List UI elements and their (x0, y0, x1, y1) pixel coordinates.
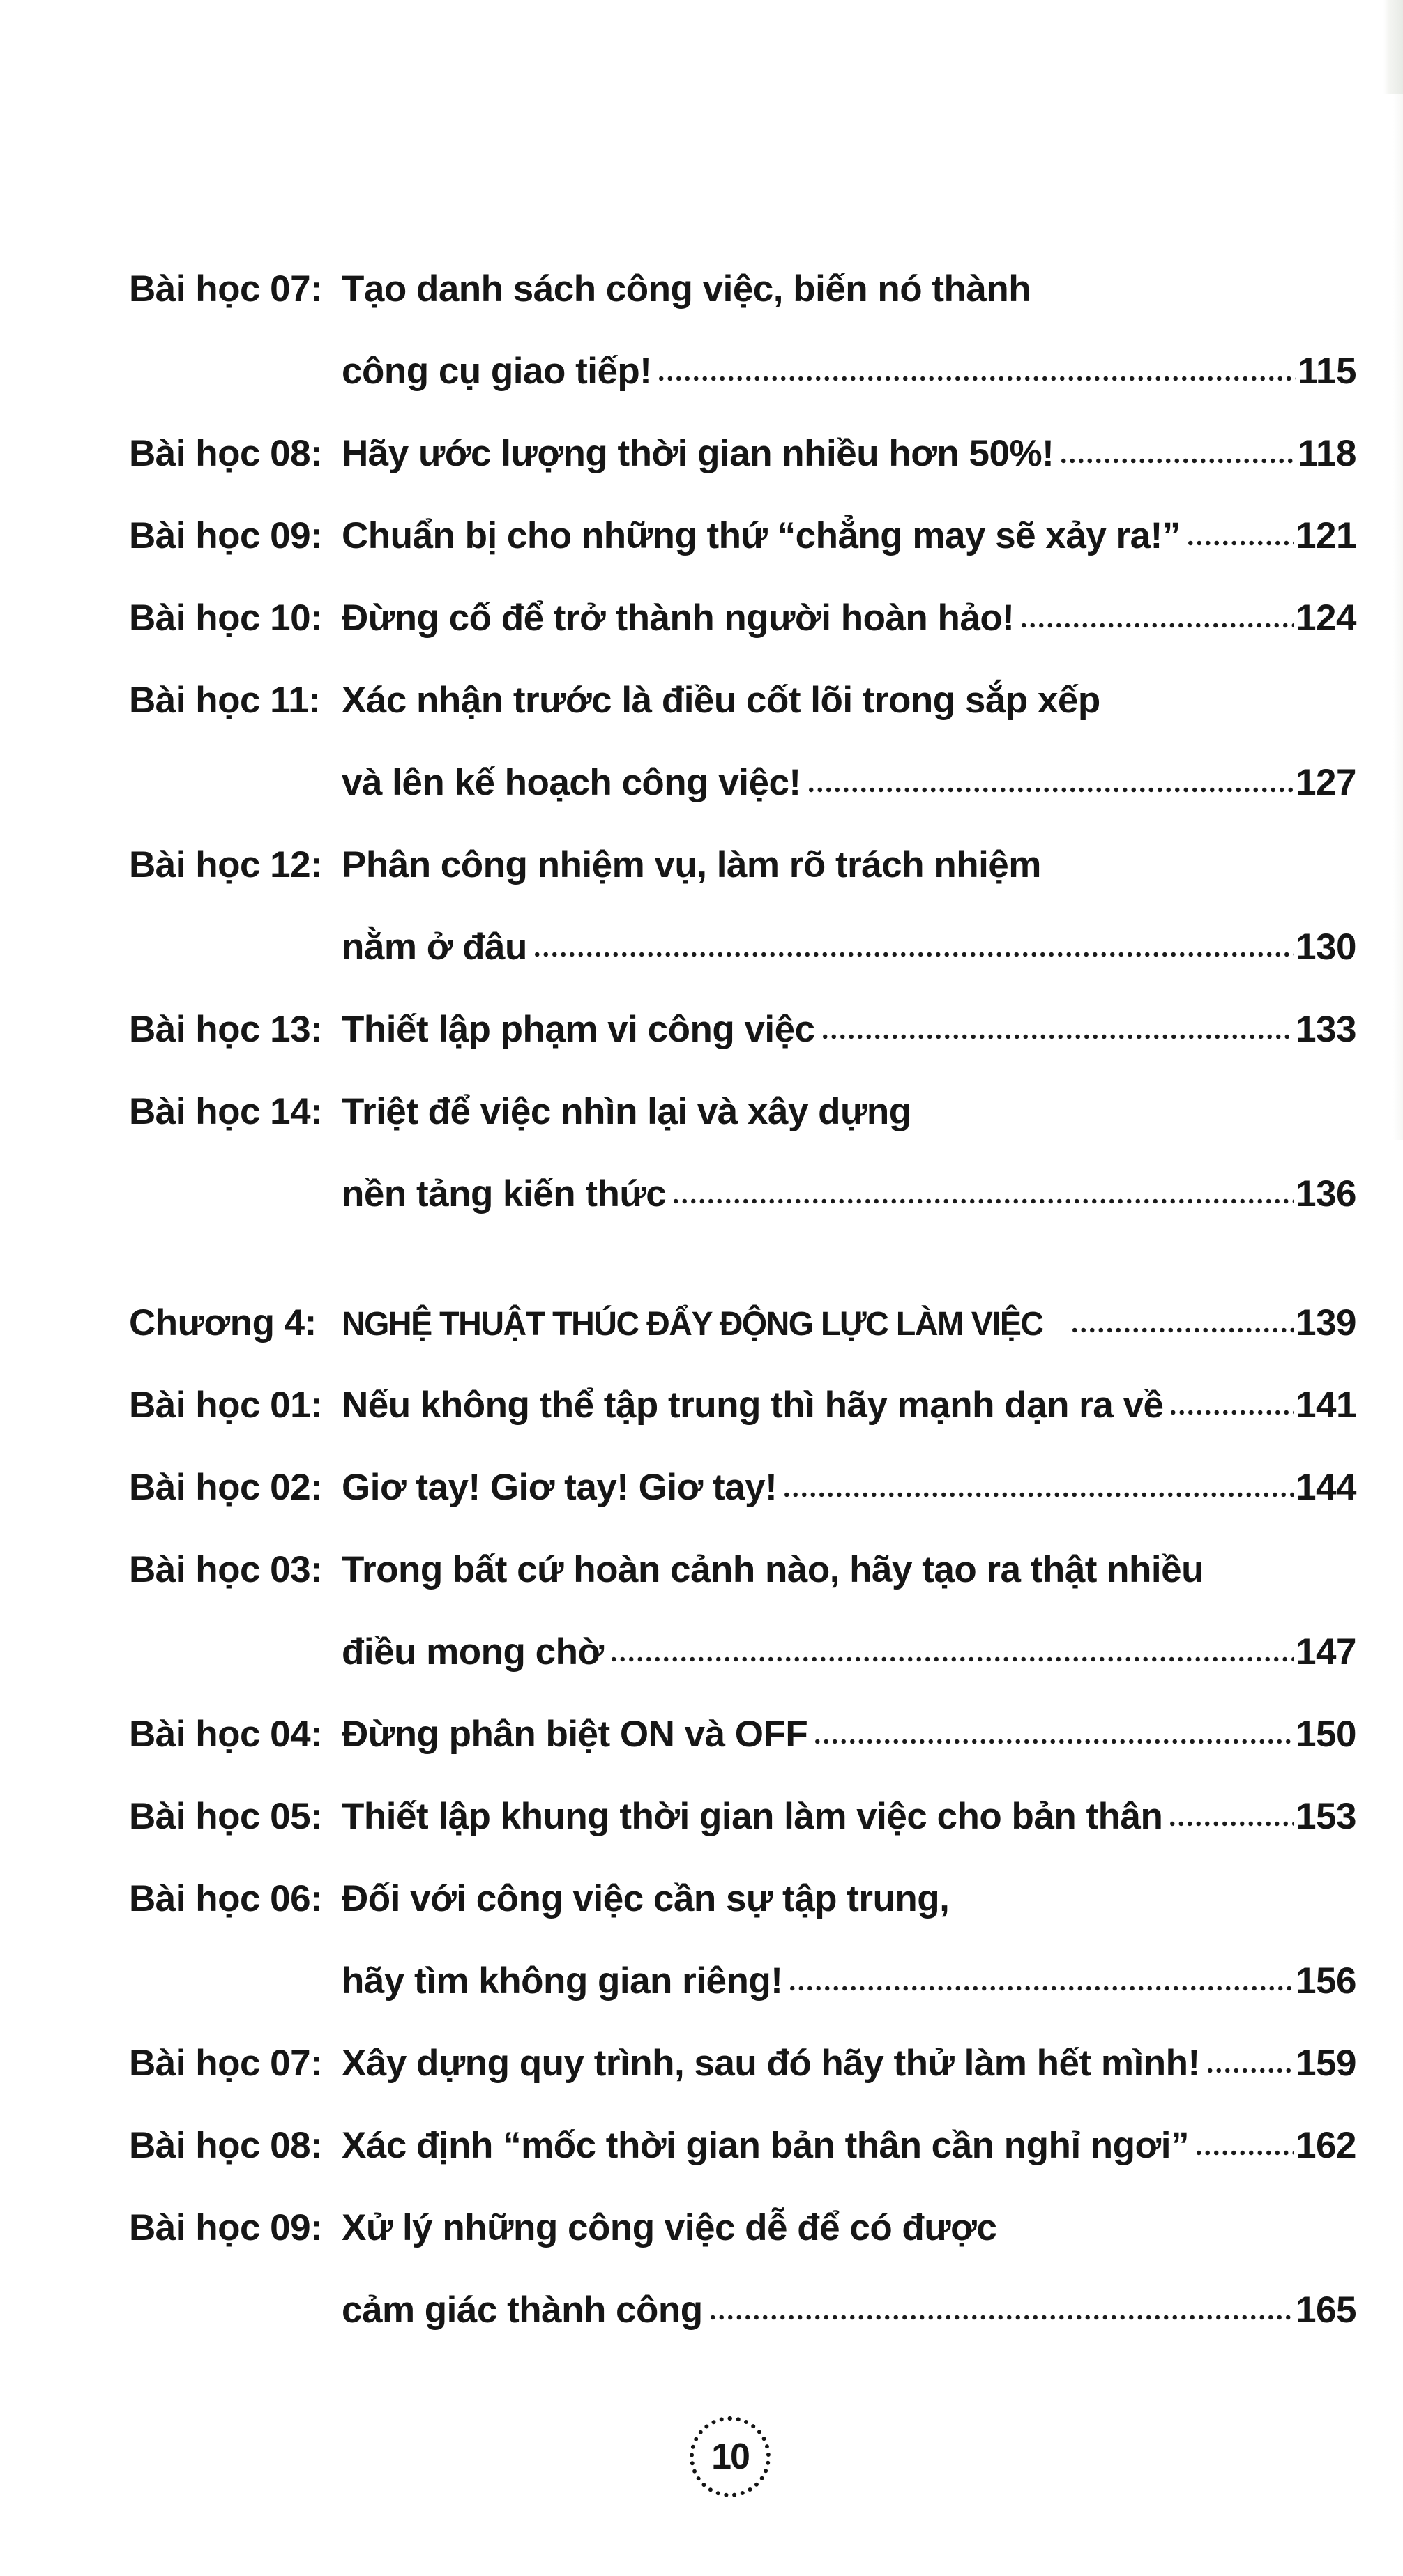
toc-entry-line (342, 1153, 1356, 1235)
toc-entry-page: 165 (1296, 2289, 1356, 2331)
toc-entry-line (342, 1776, 1356, 1858)
toc-list (129, 248, 1356, 2352)
toc-entry-line (342, 248, 1356, 330)
toc-entry-line (342, 1693, 1356, 1776)
toc-entry-page: 133 (1296, 1009, 1356, 1050)
toc-entry-line (342, 1611, 1356, 1693)
dot-leader (821, 1030, 1294, 1042)
toc-entry-title: Nếu không thể tập trung thì hãy mạnh dạn ra về (342, 1385, 1164, 1426)
toc-entry-line (342, 2187, 1356, 2269)
toc-entry-body (342, 1364, 1356, 1447)
toc-entry-title: Xác định “mốc thời gian bản thân cần nghỉ ngơi” (342, 2125, 1189, 2166)
toc-entry-title: Xác nhận trước là điều cốt lõi trong sắp xếp (342, 680, 1100, 721)
toc-entry (129, 660, 1356, 824)
toc-entry (129, 1776, 1356, 1858)
toc-entry-title: Giơ tay! Giơ tay! Giơ tay! (342, 1467, 778, 1508)
toc-entry-title: Trong bất cứ hoàn cảnh nào, hãy tạo ra thật nhiều (342, 1549, 1204, 1590)
dot-leader (1206, 2064, 1294, 2075)
dot-leader (1059, 455, 1296, 466)
dot-leader (1169, 1406, 1294, 1417)
toc-entry-label: Bài học 11: (129, 680, 321, 721)
toc-entry-title: Triệt để việc nhìn lại và xây dựng (342, 1091, 911, 1132)
toc-entry-title: Hãy ước lượng thời gian nhiều hơn 50%! (342, 433, 1054, 474)
toc-entry-body (342, 2022, 1356, 2105)
toc-entry (129, 989, 1356, 1071)
toc-entry-line (342, 824, 1356, 906)
toc-entry-title: Chuẩn bị cho những thứ “chẳng may sẽ xảy ra!” (342, 515, 1181, 556)
toc-entry (129, 495, 1356, 577)
toc-entry-page: 139 (1296, 1302, 1356, 1343)
toc-entry-label: Bài học 06: (129, 1878, 323, 1919)
toc-entry-label: Chương 4: (129, 1302, 317, 1343)
toc-entry-label: Bài học 01: (129, 1385, 323, 1426)
dot-leader (807, 784, 1294, 795)
toc-entry-label: Bài học 10: (129, 597, 323, 639)
toc-entry-line (342, 1940, 1356, 2022)
page-number-badge (690, 2416, 771, 2497)
toc-entry-body (342, 660, 1356, 824)
dot-leader (788, 1982, 1294, 1993)
toc-entry (129, 577, 1356, 660)
toc-entry (129, 1364, 1356, 1447)
toc-entry-title: và lên kế hoạch công việc! (342, 762, 801, 803)
toc-entry (129, 1858, 1356, 2022)
toc-entry (129, 1529, 1356, 1693)
toc-entry-label: Bài học 12: (129, 844, 323, 885)
toc-entry-label: Bài học 08: (129, 2125, 323, 2166)
toc-entry-title: nền tảng kiến thức (342, 1173, 667, 1214)
toc-entry-title: cảm giác thành công (342, 2289, 703, 2331)
toc-entry-label: Bài học 09: (129, 515, 323, 556)
toc-entry-line (342, 330, 1356, 413)
toc-entry-title: điều mong chờ (342, 1631, 604, 1672)
toc-entry (129, 1693, 1356, 1776)
toc-entry (129, 1282, 1356, 1364)
toc-entry-label: Bài học 08: (129, 433, 323, 474)
dot-leader (1186, 537, 1294, 548)
toc-entry (129, 2105, 1356, 2187)
toc-entry-label: Bài học 07: (129, 268, 323, 310)
toc-entry-label: Bài học 07: (129, 2043, 323, 2084)
toc-entry-body (342, 1776, 1356, 1858)
toc-entry (129, 2022, 1356, 2105)
toc-entry (129, 1071, 1356, 1235)
toc-entry-body (342, 989, 1356, 1071)
toc-entry (129, 2187, 1356, 2352)
toc-entry-page: 156 (1296, 1960, 1356, 2002)
toc-entry (129, 413, 1356, 495)
toc-entry-body (342, 1529, 1356, 1693)
toc-entry-body (342, 248, 1356, 413)
toc-entry-body (342, 2105, 1356, 2187)
toc-entry-page: 162 (1296, 2125, 1356, 2166)
toc-entry-label: Bài học 03: (129, 1549, 323, 1590)
toc-entry-title: công cụ giao tiếp! (342, 351, 652, 392)
toc-entry-body (342, 577, 1356, 660)
toc-entry-line (342, 413, 1356, 495)
toc-entry-body (342, 1071, 1356, 1235)
dot-leader (1195, 2147, 1294, 2158)
toc-entry-page: 121 (1296, 515, 1356, 556)
toc-entry-page: 147 (1296, 1631, 1356, 1672)
toc-entry-line (342, 1858, 1356, 1940)
toc-entry-line (342, 1282, 1356, 1364)
toc-entry-line (342, 1447, 1356, 1529)
toc-entry-page: 115 (1297, 351, 1356, 392)
scan-artifact-top-right (1383, 0, 1403, 94)
page-number: 10 (711, 2437, 749, 2477)
dot-leader (672, 1195, 1294, 1206)
dot-leader (1070, 1324, 1294, 1335)
toc-entry-label: Bài học 05: (129, 1796, 323, 1837)
toc-entry-body (342, 1858, 1356, 2022)
toc-entry-title: Đừng phân biệt ON và OFF (342, 1714, 808, 1755)
toc-entry-body (342, 495, 1356, 577)
toc-entry-line (342, 989, 1356, 1071)
toc-entry-body (342, 824, 1356, 989)
toc-entry-title: Thiết lập khung thời gian làm việc cho bản thân (342, 1796, 1163, 1837)
toc-entry-line (342, 906, 1356, 989)
toc-entry-page: 150 (1296, 1714, 1356, 1755)
toc-entry-line (342, 495, 1356, 577)
scan-artifact-right-edge (1393, 94, 1403, 1140)
toc-entry-title: nằm ở đâu (342, 927, 527, 968)
toc-entry-line (342, 2022, 1356, 2105)
toc-entry-title: Phân công nhiệm vụ, làm rõ trách nhiệm (342, 844, 1041, 885)
toc-entry-page: 118 (1297, 433, 1356, 474)
toc-entry-line (342, 1529, 1356, 1611)
toc-entry-label: Bài học 02: (129, 1467, 323, 1508)
dot-leader (782, 1488, 1294, 1500)
dot-leader (813, 1735, 1294, 1746)
toc-entry-label: Bài học 13: (129, 1009, 323, 1050)
toc-entry-title: Đối với công việc cần sự tập trung, (342, 1878, 950, 1919)
toc-entry-title: NGHỆ THUẬT THÚC ĐẨY ĐỘNG LỰC LÀM VIỆC (342, 1306, 1043, 1343)
toc-entry-page: 144 (1296, 1467, 1356, 1508)
toc-entry-title: Tạo danh sách công việc, biến nó thành (342, 268, 1031, 310)
toc-entry-body (342, 1447, 1356, 1529)
toc-entry-line (342, 2105, 1356, 2187)
toc-entry-page: 141 (1296, 1385, 1356, 1426)
toc-entry-page: 130 (1296, 927, 1356, 968)
toc-entry-line (342, 1071, 1356, 1153)
toc-entry-body (342, 1282, 1356, 1364)
toc-entry-title: Đừng cố để trở thành người hoàn hảo! (342, 597, 1015, 639)
dot-leader (533, 948, 1294, 959)
toc-entry-page: 159 (1296, 2043, 1356, 2084)
toc-entry-line (342, 1364, 1356, 1447)
toc-entry-title: hãy tìm không gian riêng! (342, 1960, 783, 2002)
toc-entry-body (342, 2187, 1356, 2352)
toc-entry-label: Bài học 04: (129, 1714, 323, 1755)
dot-leader (1168, 1817, 1294, 1829)
dot-leader (708, 2311, 1294, 2322)
toc-entry-line (342, 660, 1356, 742)
toc-entry (129, 824, 1356, 989)
toc-entry-title: Thiết lập phạm vi công việc (342, 1009, 815, 1050)
toc-entry (129, 1447, 1356, 1529)
toc-entry-page: 124 (1296, 597, 1356, 639)
toc-entry-page: 153 (1296, 1796, 1356, 1837)
dot-leader (657, 372, 1296, 383)
toc-entry-title: Xây dựng quy trình, sau đó hãy thử làm hết mình! (342, 2043, 1200, 2084)
toc-entry-page: 136 (1296, 1173, 1356, 1214)
toc-entry (129, 248, 1356, 413)
toc-entry-label: Bài học 09: (129, 2207, 323, 2248)
toc-entry-body (342, 413, 1356, 495)
toc-entry-body (342, 1693, 1356, 1776)
dot-leader (1019, 619, 1294, 630)
toc-entry-label: Bài học 14: (129, 1091, 323, 1132)
toc-entry-line (342, 2269, 1356, 2352)
dot-leader (609, 1653, 1294, 1664)
toc-entry-line (342, 577, 1356, 660)
toc-entry-title: Xử lý những công việc dễ để có được (342, 2207, 997, 2248)
toc-entry-page: 127 (1296, 762, 1356, 803)
toc-entry-line (342, 742, 1356, 824)
